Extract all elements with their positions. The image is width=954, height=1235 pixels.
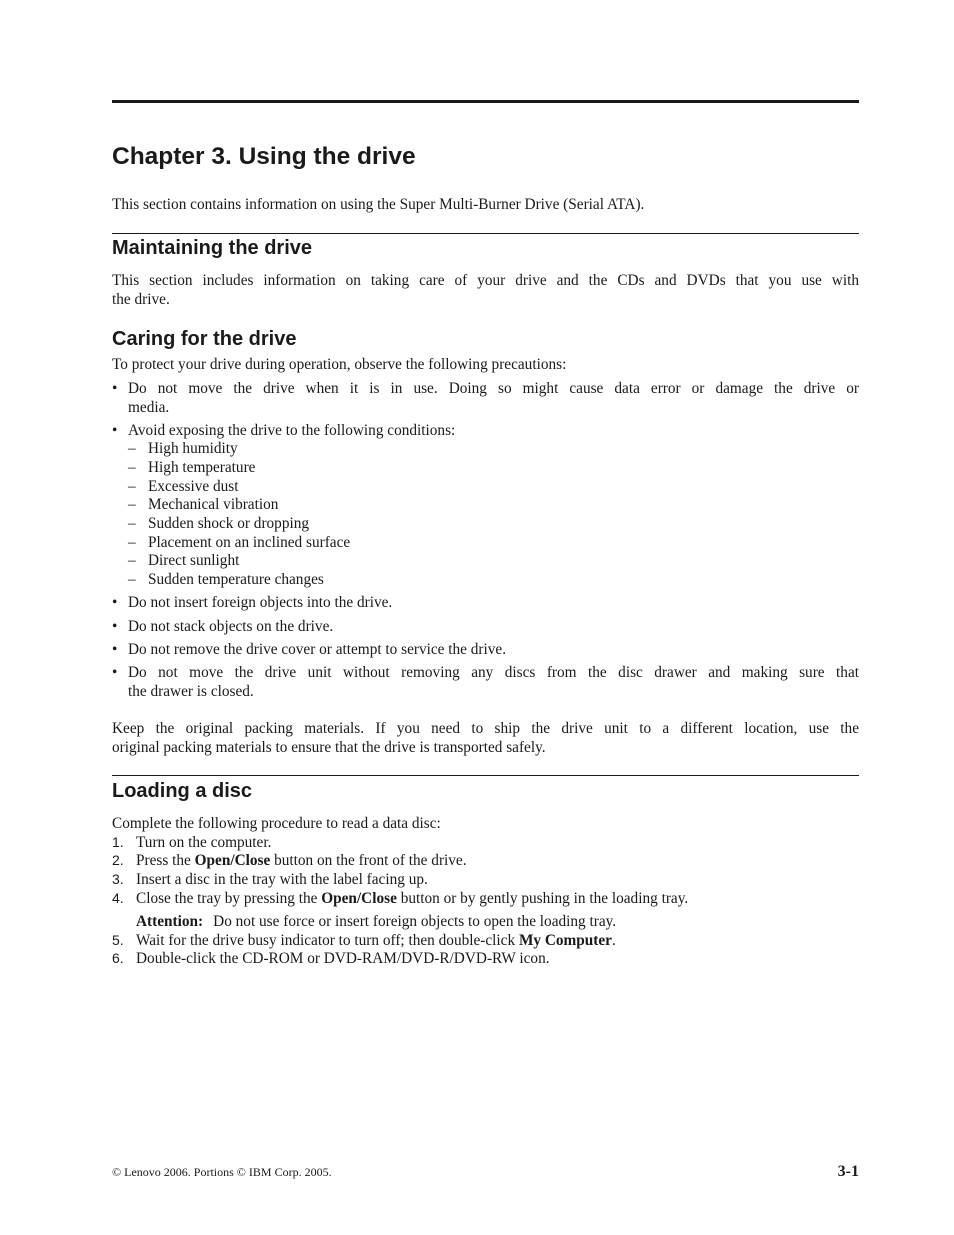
my-computer-label: My Computer	[518, 932, 612, 949]
packing-text-line1: Keep the original packing materials. If you need to ship the drive unit to a different location, use the	[112, 720, 859, 737]
bullet-text: Avoid exposing the drive to the following conditions:	[128, 422, 456, 439]
step-number: 2.	[112, 852, 124, 868]
bullet-mark: •	[112, 641, 118, 658]
packing-text-line2: original packing materials to ensure that the drive is transported safely.	[112, 739, 546, 756]
bullet-text: Do not stack objects on the drive.	[128, 618, 334, 635]
button-name-open-close: Open/Close	[321, 890, 397, 907]
dash-mark: –	[128, 496, 136, 513]
maintaining-text-line2: the drive.	[112, 291, 170, 308]
condition-item	[128, 514, 309, 533]
condition-item	[128, 495, 278, 514]
step-item	[112, 931, 859, 950]
step-text: Close the tray by pressing the	[136, 890, 322, 907]
bullet-item-continued	[112, 682, 859, 701]
condition-text: High temperature	[148, 459, 256, 476]
bullet-item	[112, 593, 859, 612]
step-item	[112, 870, 859, 889]
condition-item	[128, 439, 238, 458]
step-number: 1.	[112, 834, 124, 850]
condition-item	[128, 570, 324, 589]
step-number: 6.	[112, 950, 124, 966]
bullet-text: Do not move the drive when it is in use. Doing so might cause data error or damage the drive or	[128, 380, 859, 397]
step-text: button on the front of the drive.	[270, 852, 467, 869]
heading-loading: Loading a disc	[112, 780, 253, 802]
bullet-item-continued	[112, 398, 859, 417]
bullet-text: Do not remove the drive cover or attempt to service the drive.	[128, 641, 507, 658]
step-item	[112, 949, 859, 968]
section-rule-maintaining	[112, 233, 859, 234]
bullet-text: the drawer is closed.	[128, 683, 254, 700]
step-text: Wait for the drive busy indicator to turn off; then double-click	[136, 932, 519, 949]
bullet-text: media.	[128, 399, 170, 416]
attention-text: Do not use force or insert foreign objects to open the loading tray.	[213, 913, 617, 930]
bullet-mark: •	[112, 664, 118, 681]
bullet-item	[112, 617, 859, 636]
bullet-mark: •	[112, 618, 118, 635]
step-number: 4.	[112, 890, 124, 906]
dash-mark: –	[128, 515, 136, 532]
condition-text: Sudden shock or dropping	[148, 515, 310, 532]
step-text: Double-click the CD-ROM or DVD-RAM/DVD-R/DVD-RW icon.	[136, 950, 550, 967]
step-text: Turn on the computer.	[136, 834, 272, 851]
dash-mark: –	[128, 459, 136, 476]
dash-mark: –	[128, 478, 136, 495]
footer-page-number: 3-1	[837, 1163, 859, 1180]
step-item	[112, 851, 859, 870]
condition-text: Placement on an inclined surface	[148, 534, 351, 551]
condition-text: Sudden temperature changes	[148, 571, 324, 588]
bullet-mark: •	[112, 380, 118, 397]
step-text: Insert a disc in the tray with the label facing up.	[136, 871, 428, 888]
chapter-intro: This section contains information on using the Super Multi-Burner Drive (Serial ATA).	[112, 196, 645, 213]
caring-intro: To protect your drive during operation, observe the following precautions:	[112, 356, 567, 373]
condition-item	[128, 551, 239, 570]
condition-item	[128, 458, 255, 477]
dash-mark: –	[128, 534, 136, 551]
bullet-text: Do not insert foreign objects into the drive.	[128, 594, 393, 611]
chapter-title: Chapter 3. Using the drive	[112, 143, 416, 170]
bullet-item	[112, 663, 859, 682]
step-item	[112, 833, 859, 852]
top-rule	[112, 100, 859, 103]
attention-label: Attention:	[136, 913, 204, 930]
bullet-text: Do not move the drive unit without removing any discs from the disc drawer and making sure that	[128, 664, 859, 681]
section-rule-loading	[112, 775, 859, 776]
attention-note	[136, 912, 616, 931]
bullet-item	[112, 421, 859, 440]
loading-intro: Complete the following procedure to read a data disc:	[112, 815, 441, 832]
bullet-item	[112, 379, 859, 398]
step-text: Press the	[136, 852, 195, 869]
step-text: .	[611, 932, 616, 949]
footer-copyright: © Lenovo 2006. Portions © IBM Corp. 2005.	[112, 1165, 332, 1179]
condition-item	[128, 477, 239, 496]
dash-mark: –	[128, 440, 136, 457]
condition-text: Direct sunlight	[148, 552, 240, 569]
button-name-open-close: Open/Close	[194, 852, 271, 869]
condition-text: Excessive dust	[148, 478, 239, 495]
condition-text: High humidity	[148, 440, 238, 457]
step-text: button or by gently pushing in the loading tray.	[396, 890, 689, 907]
maintaining-text-line1: This section includes information on taking care of your drive and the CDs and DVDs that you use with	[112, 272, 859, 289]
step-number: 5.	[112, 932, 124, 948]
heading-caring: Caring for the drive	[112, 328, 297, 350]
condition-item	[128, 533, 350, 552]
condition-text: Mechanical vibration	[148, 496, 279, 513]
bullet-mark: •	[112, 422, 118, 439]
dash-mark: –	[128, 552, 136, 569]
bullet-item	[112, 640, 859, 659]
heading-maintaining: Maintaining the drive	[112, 237, 313, 259]
dash-mark: –	[128, 571, 136, 588]
step-item	[112, 889, 859, 908]
step-number: 3.	[112, 871, 124, 887]
bullet-mark: •	[112, 594, 118, 611]
